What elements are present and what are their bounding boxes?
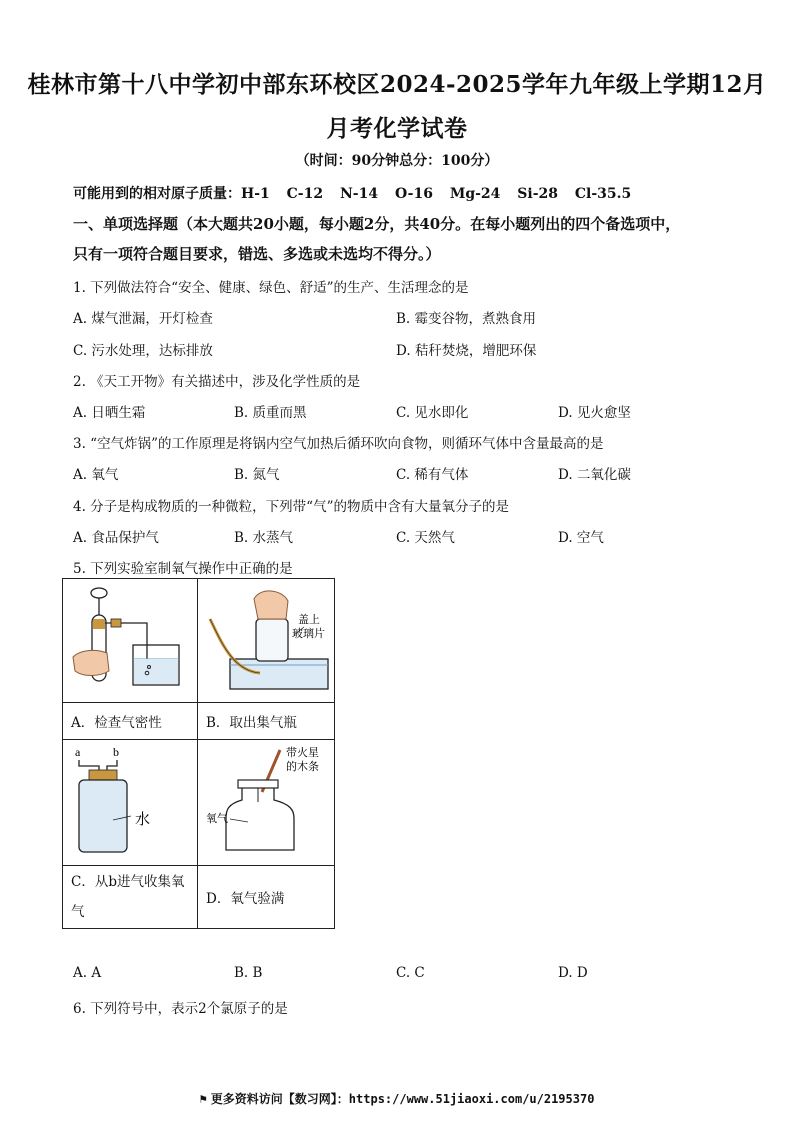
atomic-masses-label: 可能用到的相对原子质量： — [73, 186, 241, 202]
label-lid-line1: 盖上 — [298, 614, 320, 626]
label-splint-line1: 带火星 — [286, 747, 319, 759]
label-lid-line2: 玻璃片 — [292, 628, 325, 640]
q5-option-d[interactable]: D. D — [558, 965, 588, 981]
time-info: （时间：90分钟总分：100分） — [295, 153, 499, 169]
q3-option-c[interactable]: C. 稀有气体 — [396, 467, 469, 483]
mass-h: H-1 — [241, 186, 270, 202]
flag-icon: ⚑ — [199, 1092, 207, 1106]
figure-d-caption: D．氧气验满 — [198, 866, 335, 929]
figure-c-cell — [63, 740, 198, 866]
q4-option-c[interactable]: C. 天然气 — [396, 530, 455, 546]
collect-oxygen-bottle-diagram — [63, 740, 197, 861]
q2-option-b[interactable]: B. 质重而黑 — [234, 405, 307, 421]
q5-option-a[interactable]: A. A — [73, 965, 102, 981]
mass-n: N-14 — [339, 186, 379, 202]
mass-mg: Mg-24 — [449, 186, 501, 202]
q2-option-d[interactable]: D. 见火愈坚 — [558, 405, 631, 421]
mass-si: Si-28 — [517, 186, 559, 202]
label-a: a — [75, 745, 81, 759]
mass-cl: Cl-35.5 — [574, 186, 632, 202]
figure-b-cell — [198, 579, 335, 703]
question-2-stem: 2. 《天工开物》有关描述中，涉及化学性质的是 — [73, 374, 361, 390]
exam-title-line1: 桂林市第十八中学初中部东环校区2024-2025学年九年级上学期12月 — [27, 71, 767, 98]
mass-o: O-16 — [394, 186, 433, 202]
figure-c-caption-line1: C．从b进气收集氧 — [71, 874, 185, 890]
label-splint-line2: 的木条 — [286, 761, 319, 773]
q5-option-c[interactable]: C. C — [396, 965, 425, 981]
q4-option-a[interactable]: A. 食品保护气 — [73, 530, 159, 546]
experiment-figure-table — [62, 578, 335, 929]
q4-option-b[interactable]: B. 水蒸气 — [234, 530, 294, 546]
figure-d-cell — [198, 740, 335, 866]
q1-option-c[interactable]: C. 污水处理，达标排放 — [73, 343, 213, 359]
oxygen-full-test-diagram — [198, 740, 334, 861]
q5-option-b[interactable]: B. B — [234, 965, 263, 981]
question-3-stem: 3. “空气炸锅”的工作原理是将锅内空气加热后循环吹向食物，则循环气体中含量最高的是 — [73, 436, 604, 452]
figure-b-caption: B．取出集气瓶 — [198, 703, 335, 740]
section1-line2: 只有一项符合题目要求，错选、多选或未选均不得分。） — [73, 245, 441, 263]
atomic-masses — [73, 183, 631, 203]
airtightness-check-diagram — [63, 579, 197, 698]
footer-link[interactable] — [0, 1090, 794, 1107]
question-6-stem: 6. 下列符号中，表示2个氯原子的是 — [73, 1001, 288, 1017]
q2-option-c[interactable]: C. 见水即化 — [396, 405, 469, 421]
q1-option-d[interactable]: D. 秸秆焚烧，增肥环保 — [396, 343, 537, 359]
remove-gas-bottle-diagram — [198, 579, 334, 698]
exam-title-line2: 月考化学试卷 — [326, 115, 468, 142]
q1-option-b[interactable]: B. 霉变谷物，煮熟食用 — [396, 311, 537, 327]
q3-option-a[interactable]: A. 氧气 — [73, 467, 119, 483]
question-4-stem: 4. 分子是构成物质的一种微粒，下列带“气”的物质中含有大量氧分子的是 — [73, 499, 509, 515]
figure-c-caption — [63, 866, 198, 929]
q3-option-b[interactable]: B. 氮气 — [234, 467, 280, 483]
q3-option-d[interactable]: D. 二氧化碳 — [558, 467, 631, 483]
figure-c-caption-line2: 气 — [71, 904, 85, 920]
label-oxygen: 氧气 — [206, 813, 228, 825]
question-5-stem: 5. 下列实验室制氧气操作中正确的是 — [73, 561, 293, 577]
label-water: 水 — [135, 812, 151, 828]
q4-option-d[interactable]: D. 空气 — [558, 530, 604, 546]
footer-text: 更多资料访问【数习网】：https://www.51jiaoxi.com/u/2195370 — [210, 1092, 595, 1106]
mass-c: C-12 — [286, 186, 324, 202]
label-b: b — [113, 745, 119, 759]
figure-a-caption: A．检查气密性 — [63, 703, 198, 740]
q2-option-a[interactable]: A. 日晒生霜 — [73, 405, 146, 421]
figure-a-cell — [63, 579, 198, 703]
question-1-stem: 1. 下列做法符合“安全、健康、绿色、舒适”的生产、生活理念的是 — [73, 280, 469, 296]
q1-option-a[interactable]: A. 煤气泄漏，开灯检查 — [73, 311, 213, 327]
section1-line1: 一、单项选择题（本大题共20小题，每小题2分，共40分。在每小题列出的四个备选项中， — [73, 215, 681, 233]
